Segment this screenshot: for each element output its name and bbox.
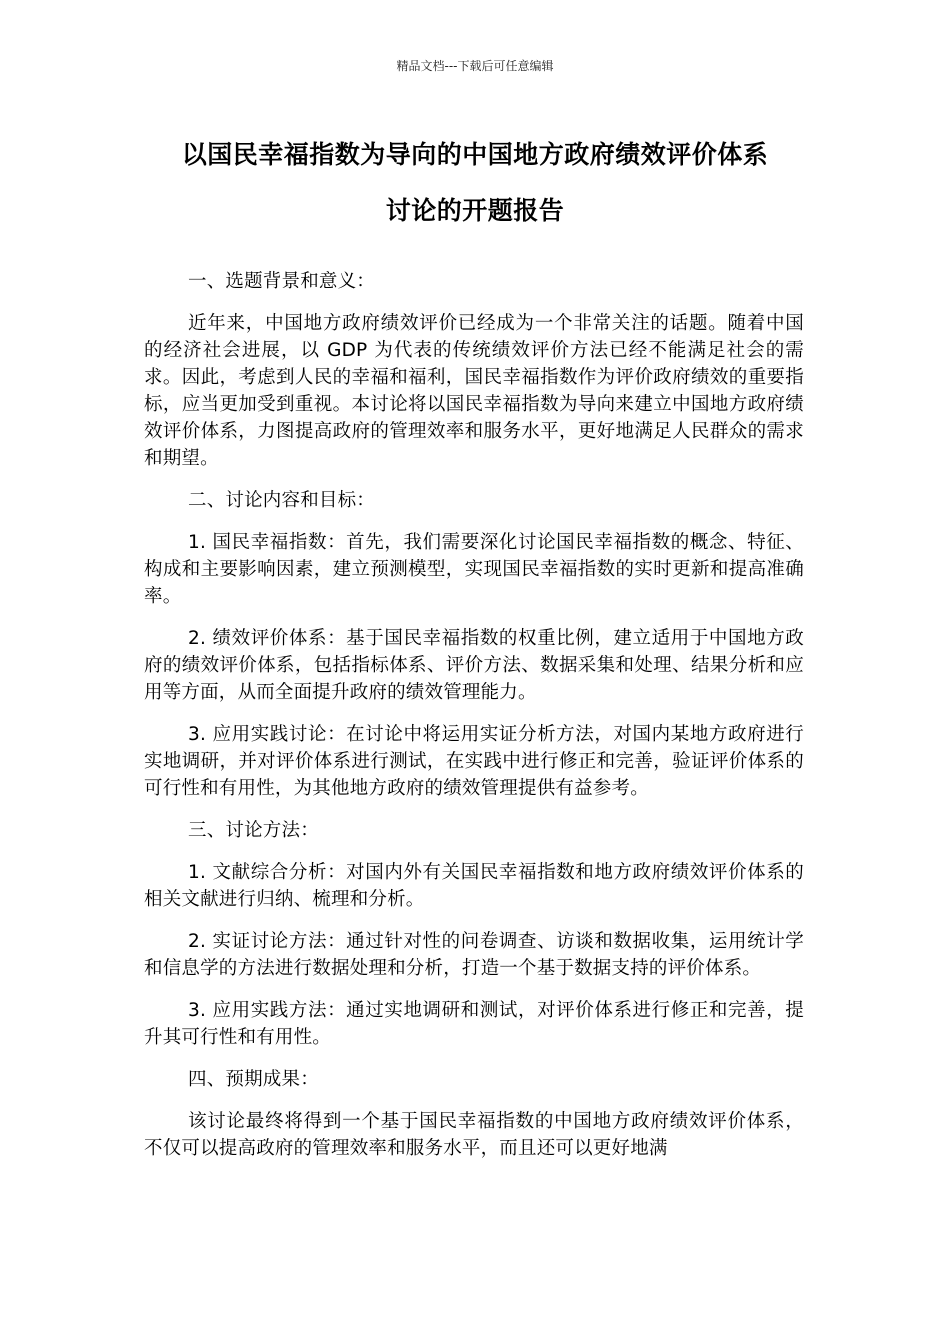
list-item-practice-method: 3. 应用实践方法：通过实地调研和测试，对评价体系进行修正和完善，提升其可行性和有用性。 [144, 1000, 804, 1048]
document-title-line-1: 以国民幸福指数为导向的中国地方政府绩效评价体系 [181, 140, 769, 169]
list-item-literature-analysis: 1. 文献综合分析：对国内外有关国民幸福指数和地方政府绩效评价体系的相关文献进行归纳、梳理和分析。 [144, 862, 804, 910]
list-item-applied-research: 3. 应用实践讨论：在讨论中将运用实证分析方法，对国内某地方政府进行实地调研，并对评价体系进行测试，在实践中进行修正和完善，验证评价体系的可行性和有用性，为其他地方政府的绩效管理提供有益参考。 [144, 724, 804, 799]
document-body [144, 268, 804, 1177]
section-heading-background: 一、选题背景和意义： [188, 271, 376, 292]
list-item-happiness-index: 1. 国民幸福指数：首先，我们需要深化讨论国民幸福指数的概念、特征、构成和主要影响因素，建立预测模型，实现国民幸福指数的实时更新和提高准确率。 [144, 532, 804, 607]
list-item-evaluation-system: 2. 绩效评价体系：基于国民幸福指数的权重比例，建立适用于中国地方政府的绩效评价体系，包括指标体系、评价方法、数据采集和处理、结果分析和应用等方面，从而全面提升政府的绩效管理能力。 [144, 628, 804, 703]
page-header: 精品文档---下载后可任意编辑 [396, 59, 554, 73]
paragraph-expected-results: 该讨论最终将得到一个基于国民幸福指数的中国地方政府绩效评价体系，不仅可以提高政府的管理效率和服务水平，而且还可以更好地满 [144, 1111, 804, 1159]
document-title-line-2: 讨论的开题报告 [385, 196, 565, 225]
list-item-empirical-method: 2. 实证讨论方法：通过针对性的问卷调查、访谈和数据收集，运用统计学和信息学的方法进行数据处理和分析，打造一个基于数据支持的评价体系。 [144, 931, 804, 979]
section-heading-content-goals: 二、讨论内容和目标： [188, 490, 376, 511]
paragraph-background: 近年来，中国地方政府绩效评价已经成为一个非常关注的话题。随着中国的经济社会进展，以 GDP 为代表的传统绩效评价方法已经不能满足社会的需求。因此，考虑到人民的幸福和福利，国民幸福指数作为评价政府绩效的重要指标，应当更加受到重视。本讨论将以国民幸福指数为导向来建立中国地方政府绩效评价体系，力图提高政府的管理效率和服务水平，更好地满足人民群众的需求和期望。 [144, 313, 804, 469]
section-heading-methods: 三、讨论方法： [188, 820, 319, 841]
section-heading-expected-results: 四、预期成果： [188, 1069, 319, 1090]
